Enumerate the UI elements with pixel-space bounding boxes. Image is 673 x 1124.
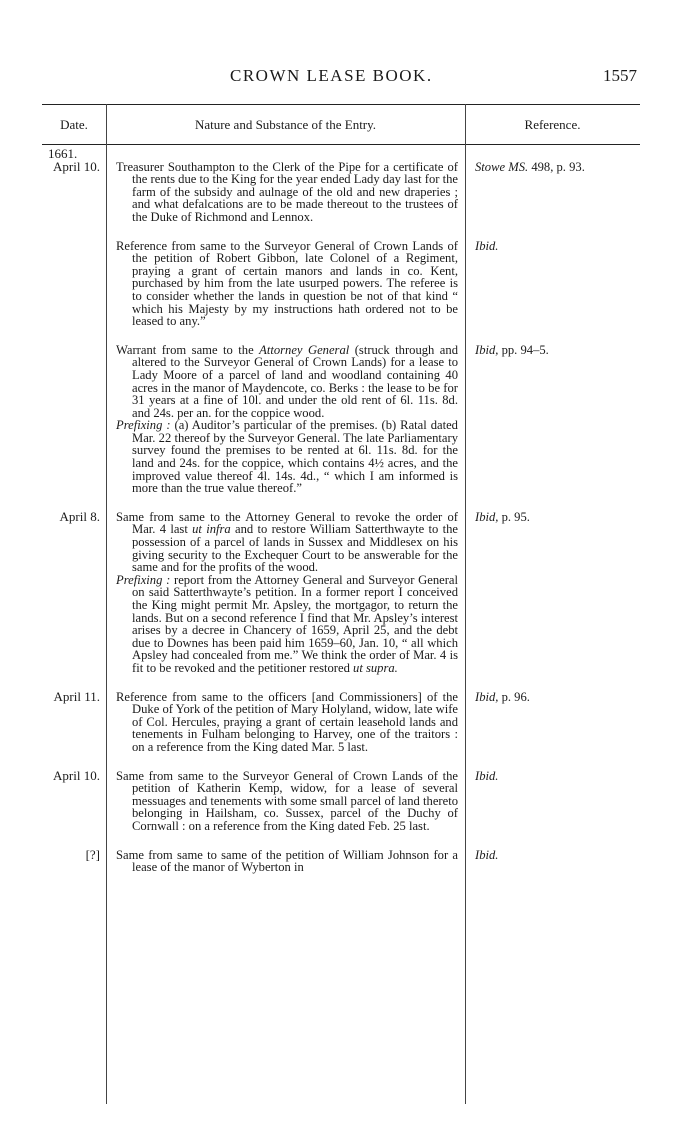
entry	[42, 148, 640, 224]
entry-text: Same from same to the Surveyor General of Crown Lands of the petition of Katherin Kemp, widow, for a lease of several messuages and tenements with some small parcel of land thereto belonging in Hailsham, co. Sussex, parcel of the Duchy of Cornwall : on a reference from the King dated Feb. 25 last.	[116, 768, 458, 833]
page-title: CROWN LEASE BOOK.	[230, 66, 433, 85]
entry-text-cell	[116, 148, 458, 224]
entry-year: 1661.	[48, 146, 78, 161]
entry-date-cell	[42, 148, 100, 173]
entry-prefixing	[116, 574, 458, 675]
column-header-date: Date.	[60, 117, 88, 132]
entry	[42, 240, 640, 328]
prefixing-label: Prefixing :	[116, 418, 171, 433]
column-header-reference: Reference.	[524, 117, 581, 132]
reference-italic: Ibid.	[475, 238, 499, 253]
reference-italic: Ibid,	[475, 342, 499, 357]
prefixing-text: (a) Auditor’s particular of the premises. (b) Ratal dated Mar. 22 thereof by the Surveyor General. The late Parliamentary survey found the premises to be rented at 6l. 11s. 8d. for the land and 24s. for the coppice, which contains 4½ acres, and the improved value thereof 4l. 14s. 4d., “ which I am informed is more than the true value thereof.”	[132, 418, 458, 496]
entry-reference	[475, 770, 635, 783]
entry-text	[116, 511, 458, 574]
reference-rest: pp. 94–5.	[498, 342, 549, 357]
entry	[42, 767, 640, 833]
entry-date: [?]	[85, 846, 100, 862]
entry-text-part: Warrant from same to the	[116, 342, 260, 357]
column-header-nature: Nature and Substance of the Entry.	[194, 117, 377, 132]
entry-text-italic: ut infra	[192, 522, 231, 537]
prefixing-text: report from the Attorney General and Surveyor General on said Satterthwayte’s petition. In a former report I conceived the King might permit Mr. Apsley, the mortgagor, to return the lands. But on a second reference I find that Mr. Apsley’s interest arises by a decree in Chancery of 1659, April 25, and the debt due to Downes has been paid him 1659–60, Jan. 10, “ all which Apsley had concealed from me.” We think the order of Mar. 4 is fit to be revoked and the petitioner restored	[132, 572, 458, 675]
entry-date-cell	[42, 767, 100, 783]
entry-date-cell	[42, 688, 100, 704]
entries-table	[42, 148, 640, 890]
entry-date: April 11.	[53, 688, 100, 704]
entry-prefixing	[116, 419, 458, 495]
entry-text-cell	[116, 691, 458, 754]
page-number: 1557	[603, 66, 637, 85]
reference-italic: Ibid,	[475, 509, 499, 524]
entry-date-cell	[42, 508, 100, 524]
entry-text-cell	[116, 344, 458, 495]
reference-italic: Stowe MS.	[475, 159, 529, 174]
reference-rest: p. 96.	[498, 689, 530, 704]
entry-text: Reference from same to the Surveyor General of Crown Lands of the petition of Robert Gibbon, late Colonel of a Regiment, praying a grant of certain manors and lands in co. Kent, purchased by him from the late usurped powers. The referee is to consider whether the lands in question be not of that kind “ which his Majesty by my instructions hath ordered not to be leased to any.”	[116, 238, 458, 329]
top-rule	[42, 104, 640, 105]
entry-date: April 8.	[59, 508, 100, 524]
entry-text: Reference from same to the officers [and Commissioners] of the Duke of York of the petition of Mary Holyland, widow, late wife of Col. Hercules, praying a grant of certain leasehold lands and tenements in Fulham belonging to Harvey, one of the traitors : on a reference from the King dated Mar. 5 last.	[116, 689, 458, 754]
entry-text-part: (struck through and altered to the Surveyor General of Crown Lands) for a lease to Lady Moore of a parcel of land and woodland containing 40 acres in the manor of Maydencote, co. Berks : the lease to be for 31 years at a fine of 10l. and under the old rent of 6l. 11s. 8d. and 24s. per an. for the coppice wood.	[132, 342, 458, 420]
entry-text-cell	[116, 770, 458, 833]
prefixing-label: Prefixing :	[116, 572, 171, 587]
entry-reference	[475, 344, 635, 357]
entry-text-part: Same from same to the Attorney General to revoke the order of Mar. 4 last	[116, 509, 458, 537]
reference-italic: Ibid.	[475, 847, 499, 862]
entry-text: Same from same to same of the petition of William Johnson for a lease of the manor of Wyberton in	[116, 847, 458, 875]
entry-text-cell	[116, 849, 458, 874]
entry	[42, 344, 640, 495]
entry	[42, 688, 640, 754]
prefixing-text-italic: ut supra.	[353, 660, 398, 675]
entry	[42, 846, 640, 875]
entry-date: April 10.	[53, 767, 100, 783]
entry-text-cell	[116, 240, 458, 328]
entry-date-cell	[42, 846, 100, 862]
entry-reference	[475, 691, 635, 704]
entry-reference	[475, 849, 635, 862]
entry-reference	[475, 240, 635, 253]
entry-text	[116, 344, 458, 420]
reference-italic: Ibid.	[475, 768, 499, 783]
entry-text-part: and to restore William Satterthwayte to the possession of a parcel of lands in Sussex and Middlesex on his giving security to the Exchequer Court to be answerable for the same and for the profits of the wood.	[132, 522, 459, 575]
entry-reference	[475, 161, 635, 174]
header-rule	[42, 144, 640, 145]
entry-text-italic: Attorney General	[259, 342, 350, 357]
reference-rest: 498, p. 93.	[528, 159, 585, 174]
reference-rest: p. 95.	[498, 509, 530, 524]
entry	[42, 508, 640, 675]
running-head	[0, 66, 673, 90]
entry-text-cell	[116, 511, 458, 675]
entry-reference	[475, 511, 635, 524]
reference-italic: Ibid,	[475, 689, 499, 704]
entry-date: April 10.	[53, 158, 100, 174]
entry-text: Treasurer Southampton to the Clerk of the Pipe for a certificate of the rents due to the King for the year ended Lady day last for the farm of the subsidy and aulnage of the old and new draperies ; and what defalcations are to be made thereout to the trustees of the Duke of Richmond and Lennox.	[116, 159, 458, 224]
